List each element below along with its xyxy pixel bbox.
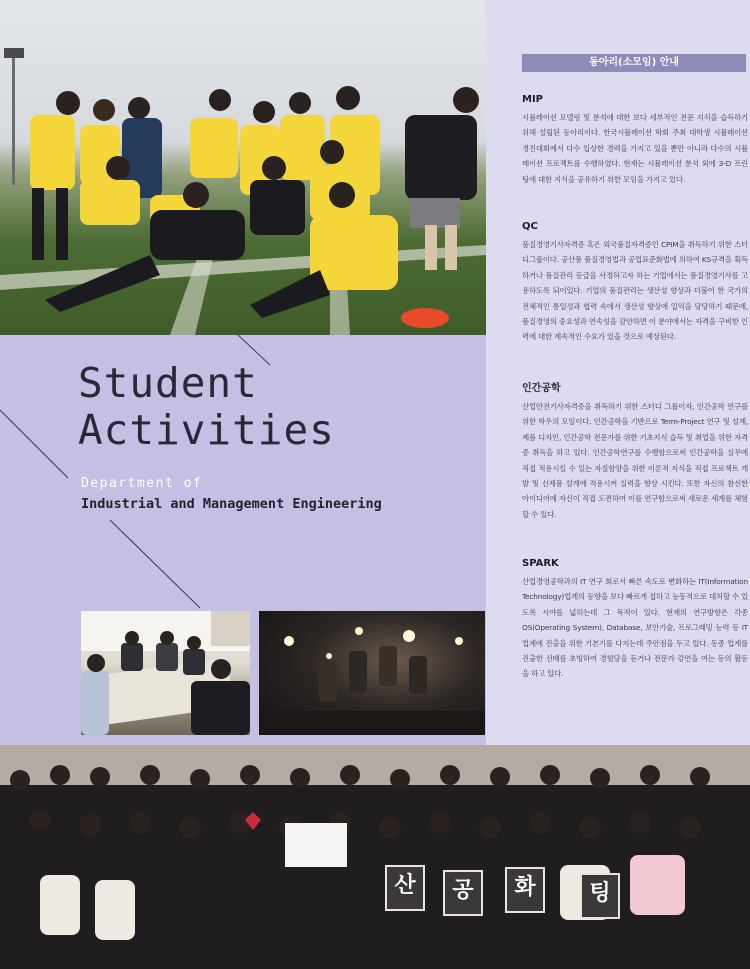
club-title: MIP bbox=[522, 94, 544, 105]
photo-night-jump-art bbox=[259, 611, 485, 735]
group-sign-4: 팅 bbox=[580, 873, 620, 919]
club-description: 산업경영공학과의 IT 연구 회로서 빠른 속도로 변화하는 IT(Information Technology)업계의 동향을 보다 빠르게 접하고 능동적으로 대처할 수 있도록 시야를 넓히는데 그 목적이 있다. 현재의 연구방향은 각종 OS(Operating System), Database, 보안기술, 프로그래밍 능력 등 IT업계에 진출을 위한 기본기를 다지는데 주안점을 두고 있다. 동종 업계를 진출한 선배를 초빙하여 경험담을 듣거나 전문가 강연을 여는 등의 활동을 하고 있다. bbox=[522, 577, 748, 679]
club-title: SPARK bbox=[522, 558, 559, 569]
photo-group-event bbox=[0, 745, 750, 969]
group-sign-2: 공 bbox=[443, 870, 483, 916]
club-qc bbox=[522, 221, 748, 345]
photo-study-meeting bbox=[81, 611, 250, 735]
club-human-factors bbox=[522, 379, 748, 522]
group-sign-3: 화 bbox=[505, 867, 545, 913]
club-title: QC bbox=[522, 221, 538, 232]
club-mip bbox=[522, 94, 748, 187]
group-sign-1: 산 bbox=[385, 865, 425, 911]
club-description: 산업안전기사자격증을 취득하기 위한 스터디 그룹이자, 인간공학 연구를 위한 학우의 모임이다. 인간공학을 기반으로 Term-Project 연구 및 설계, 제품 디자인, 인간공학 전문가를 위한 기초지식 습득 및 취업을 위한 자격증 취득을 하고 있다. 인간공학연구를 수행함으로써 인간공학을 실무에 직접 적용시킬 수 있는 자질함양을 위한 이론적 지식을 직접 프로젝트 개발 및 신제품 설계에 적용시켜 실력을 향상 시킨다. 또한 자신의 참신한 아이디어에 자신이 직접 도전하여 이를 연구함으로써 새로운 세계를 체험할 수 있다. bbox=[522, 402, 748, 519]
photo-night-jump bbox=[259, 611, 485, 735]
club-title: 인간공학 bbox=[522, 383, 561, 394]
club-spark bbox=[522, 558, 748, 682]
section-banner: 동아리(소모임) 안내 bbox=[522, 54, 746, 72]
photo-group-event-art bbox=[0, 745, 750, 969]
heading-line-activities: Activities bbox=[78, 406, 335, 454]
club-description: 시뮬레이션 모델링 및 분석에 대한 보다 세부적인 전문 지식을 습득하기 위해 설립된 동아리이다. 한국시뮬레이션 학회 주최 대학생 시뮬레이션 경진대회에서 다수 입상한 경력을 가지고 있을 뿐만 아니라 다수의 시뮬레이션 프로젝트를 수행하였다. 현재는 시뮬레이션 분석 외에 3-D 프린팅에 대한 지식을 공유하기 위한 모임을 가지고 있다. bbox=[522, 113, 748, 184]
department-label: Department of bbox=[81, 476, 203, 491]
club-description: 품질경영기사자격증 혹은 외국품질자격증인 CPIM을 취득하기 위한 스터디그룹이다. 공산품 품질경영법과 공업표준화법에 의하여 KS규격을 획득하거나 품질관리 등급을 사정하고자 하는 기업에서는 품질경영기사를 고용하도록 되어있다. 기업의 품질관리는 생산성 향상과 더불어 한 국가의 전체적인 통일성과 협력 속에서 생산성 향상에 일익을 담당하기 때문에, 품질경영의 중요성과 연속성을 감안하면 이 분야에서는 자격을 구비한 인력에 대한 계속적인 수요가 있을 것으로 예상된다. bbox=[522, 240, 748, 342]
page-heading bbox=[78, 360, 335, 454]
department-name: Industrial and Management Engineering bbox=[81, 496, 382, 512]
photo-study-meeting-art bbox=[81, 611, 250, 735]
heading-line-student: Student bbox=[78, 359, 258, 407]
